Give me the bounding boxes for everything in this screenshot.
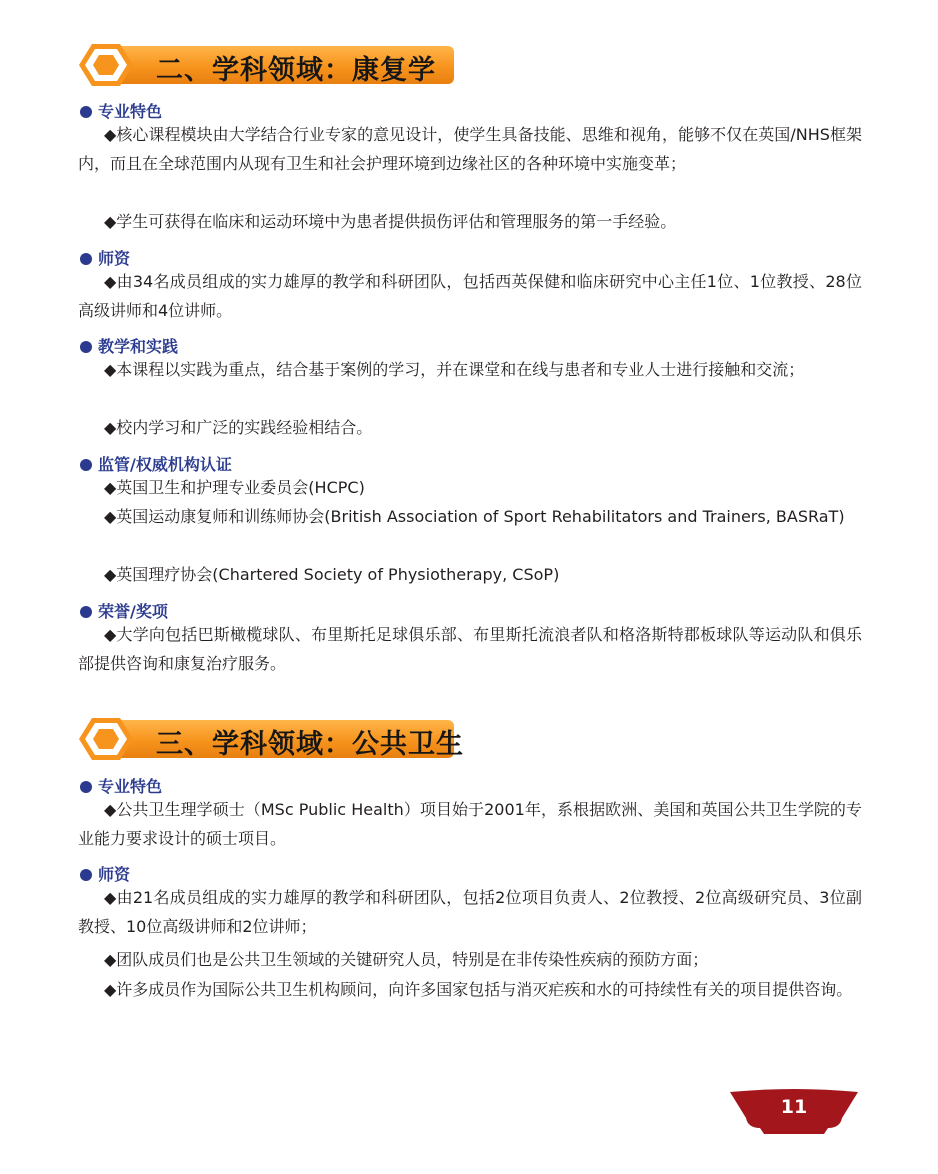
sub-heading-honors: 荣誉/奖项 [80, 599, 168, 622]
section-title: 三、学科领域：公共卫生 [156, 729, 464, 760]
bullet-dot-icon [80, 253, 92, 265]
bullet-dot-icon [80, 869, 92, 881]
bullet-dot-icon [80, 606, 92, 618]
paragraph: ◆公共卫生理学硕士（MSc Public Health）项目始于2001年，系根据欧洲、美国和英国公共卫生学院的专业能力要求设计的硕士项目。 [78, 800, 862, 848]
sub-heading-teaching: 教学和实践 [80, 334, 178, 357]
paragraph: ◆大学向包括巴斯橄榄球队、布里斯托足球俱乐部、布里斯托流浪者队和格洛斯特郡板球队等运动队和俱乐部提供咨询和康复治疗服务。 [78, 625, 862, 673]
page-number: 11 [780, 1096, 808, 1118]
bullet-dot-icon [80, 459, 92, 471]
paragraph: ◆英国理疗协会(Chartered Society of Physiotherapy, CSoP) [104, 565, 560, 584]
section-header-rehabilitation [78, 42, 458, 88]
page-number-tab [730, 1088, 858, 1134]
paragraph: ◆本课程以实践为重点，结合基于案例的学习，并在课堂和在线与患者和专业人士进行接触和交流； [104, 360, 805, 379]
hexagon-icon [78, 716, 134, 762]
paragraph: ◆核心课程模块由大学结合行业专家的意见设计，使学生具备技能、思维和视角，能够不仅在英国/NHS框架内，而且在全球范围内从现有卫生和社会护理环境到边缘社区的各种环境中实施变革； [78, 125, 862, 173]
section-title: 二、学科领域：康复学 [156, 55, 436, 86]
paragraph: ◆由34名成员组成的实力雄厚的教学和科研团队，包括西英保健和临床研究中心主任1位、1位教授、28位高级讲师和4位讲师。 [78, 272, 862, 320]
bullet-dot-icon [80, 341, 92, 353]
paragraph: ◆英国运动康复师和训练师协会(British Association of Sport Rehabilitators and Trainers, BASRaT) [104, 507, 845, 526]
paragraph: ◆英国卫生和护理专业委员会(HCPC) [104, 478, 365, 497]
hexagon-icon [78, 42, 134, 88]
paragraph: ◆学生可获得在临床和运动环境中为患者提供损伤评估和管理服务的第一手经验。 [104, 212, 677, 231]
bullet-dot-icon [80, 106, 92, 118]
paragraph: ◆许多成员作为国际公共卫生机构顾问，向许多国家包括与消灭疟疾和水的可持续性有关的项目提供咨询。 [104, 980, 853, 999]
paragraph: ◆由21名成员组成的实力雄厚的教学和科研团队，包括2位项目负责人、2位教授、2位高级研究员、3位副教授、10位高级讲师和2位讲师； [78, 888, 862, 936]
paragraph: ◆团队成员们也是公共卫生领域的关键研究人员，特别是在非传染性疾病的预防方面； [104, 950, 709, 969]
sub-heading-features: 专业特色 [80, 99, 162, 122]
section-header-public-health [78, 716, 464, 762]
sub-heading-faculty: 师资 [80, 862, 130, 885]
sub-heading-faculty: 师资 [80, 246, 130, 269]
sub-heading-features: 专业特色 [80, 774, 162, 797]
sub-heading-accreditation: 监管/权威机构认证 [80, 452, 232, 475]
paragraph: ◆校内学习和广泛的实践经验相结合。 [104, 418, 373, 437]
bullet-dot-icon [80, 781, 92, 793]
